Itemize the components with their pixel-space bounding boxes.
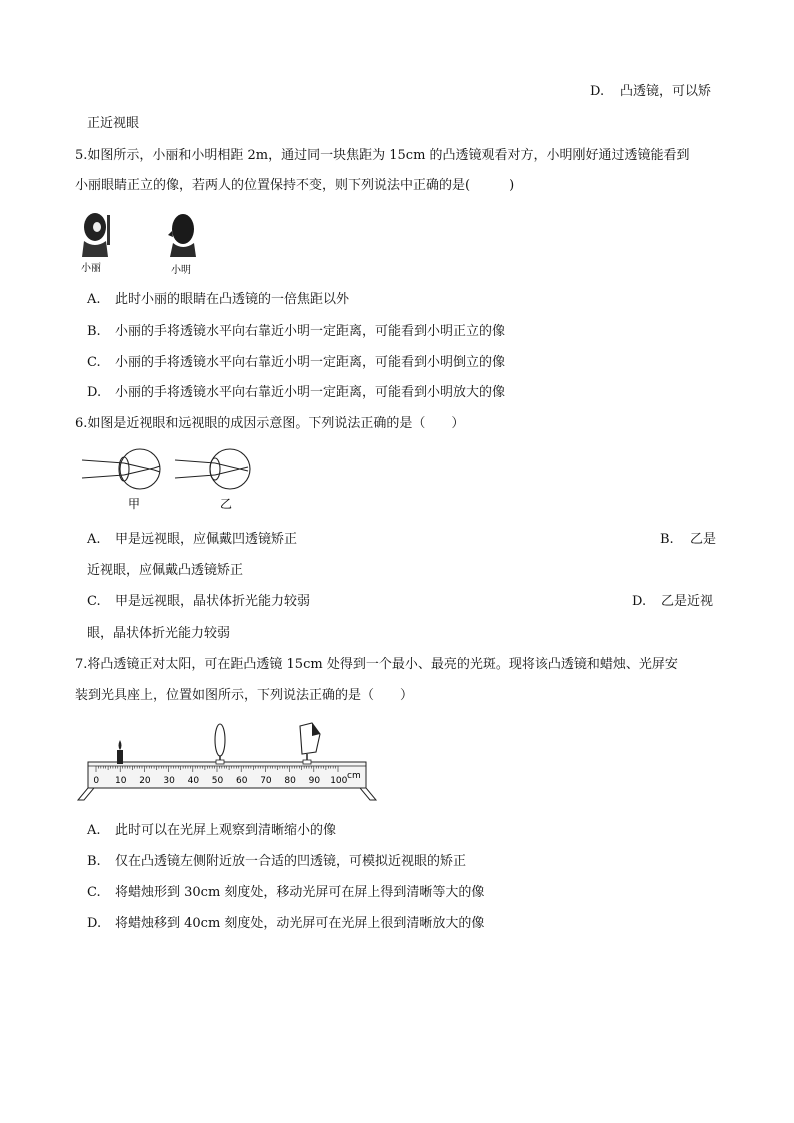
- q7-option-a-text: 此时可以在光屏上观察到清晰缩小的像: [115, 823, 337, 838]
- q6-figure: [80, 446, 260, 516]
- bench-tick-label: 50: [211, 776, 224, 786]
- candle: [117, 740, 123, 764]
- q6-option-d-letter: D.: [632, 594, 647, 609]
- bench-unit-label: cm: [347, 771, 361, 781]
- q5-option-a-text: 此时小丽的眼睛在凸透镜的一倍焦距以外: [115, 292, 350, 307]
- bench-tick-label: 30: [163, 776, 175, 786]
- q4-option-d-letter: D.: [590, 84, 605, 99]
- q5-option-d-letter: D.: [87, 385, 102, 400]
- q5-figure: [78, 205, 208, 277]
- light-screen: [300, 723, 320, 764]
- q6-option-a-letter: A.: [87, 532, 101, 547]
- bench-tick-label: 70: [260, 776, 272, 786]
- q7-stem-line2: 装到光具座上，位置如图所示，下列说法正确的是（ ）: [75, 688, 414, 703]
- xiaoli-silhouette: [82, 213, 110, 257]
- q7-optical-bench-figure: [74, 722, 384, 804]
- bench-tick-label: 100: [330, 776, 348, 786]
- q6-option-b-text-continued: 近视眼，应佩戴凸透镜矫正: [87, 563, 244, 578]
- q4-option-d-text-continued: 正近视眼: [87, 116, 140, 131]
- bench-tick-label: 90: [308, 776, 321, 786]
- q7-option-c-text: 将蜡烛形到 30cm 刻度处，移动光屏可在屏上得到清晰等大的像: [115, 885, 485, 900]
- q5-label-xiaoming: 小明: [171, 265, 191, 276]
- q6-option-d-text-continued: 眼，晶状体折光能力较弱: [87, 626, 231, 641]
- q5-option-b-letter: B.: [87, 324, 101, 339]
- q5-option-c-letter: C.: [87, 355, 101, 370]
- q5-option-c-text: 小丽的手将透镜水平向右靠近小明一定距离，可能看到小明倒立的像: [115, 355, 506, 370]
- q5-stem-line2: 小丽眼睛正立的像，若两人的位置保持不变，则下列说法中正确的是( ): [75, 178, 515, 193]
- q6-label-yi: 乙: [220, 497, 233, 511]
- q7-option-b-letter: B.: [87, 854, 101, 869]
- q7-option-c-letter: C.: [87, 885, 101, 900]
- q7-option-d-letter: D.: [87, 916, 102, 931]
- eye-jia-diagram: [82, 449, 160, 489]
- q7-stem-line1: 7.将凸透镜正对太阳，可在距凸透镜 15cm 处得到一个最小、最亮的光斑。现将该凸透镜和蜡烛、光屏安: [75, 657, 678, 672]
- q4-option-d-text: 凸透镜，可以矫: [620, 84, 712, 99]
- bench-tick-label: 80: [284, 776, 296, 786]
- q5-option-a-letter: A.: [87, 292, 101, 307]
- q6-option-c-letter: C.: [87, 594, 101, 609]
- q5-option-d-text: 小丽的手将透镜水平向右靠近小明一定距离，可能看到小明放大的像: [115, 385, 506, 400]
- xiaoming-silhouette: [168, 214, 196, 257]
- q6-option-b-letter: B.: [660, 532, 674, 547]
- q6-stem: 6.如图是近视眼和远视眼的成因示意图。下列说法正确的是（ ）: [75, 416, 465, 431]
- q7-option-b-text: 仅在凸透镜左侧附近放一合适的凹透镜，可模拟近视眼的矫正: [115, 854, 467, 869]
- q7-option-a-letter: A.: [87, 823, 101, 838]
- q5-stem-line1: 5.如图所示，小丽和小明相距 2m，通过同一块焦距为 15cm 的凸透镜观看对方，小明刚好通过透镜能看到: [75, 148, 690, 163]
- bench-tick-label: 0: [93, 776, 100, 786]
- q6-option-c-text: 甲是远视眼，晶状体折光能力较弱: [115, 594, 311, 609]
- convex-lens: [215, 724, 225, 764]
- q6-option-a-text: 甲是远视眼，应佩戴凹透镜矫正: [115, 532, 298, 547]
- bench-tick-label: 20: [139, 776, 151, 786]
- q6-label-jia: 甲: [128, 497, 141, 511]
- q7-option-d-text: 将蜡烛移到 40cm 刻度处，动光屏可在光屏上很到清晰放大的像: [115, 916, 485, 931]
- q5-label-xiaoli: 小丽: [81, 263, 101, 274]
- eye-yi-diagram: [175, 449, 250, 489]
- bench-tick-label: 60: [236, 776, 248, 786]
- q5-option-b-text: 小丽的手将透镜水平向右靠近小明一定距离，可能看到小明正立的像: [115, 324, 506, 339]
- bench-tick-label: 10: [115, 776, 127, 786]
- q6-option-b-text: 乙是: [690, 532, 717, 547]
- q6-option-d-text: 乙是近视: [661, 594, 714, 609]
- bench-tick-label: 40: [187, 776, 200, 786]
